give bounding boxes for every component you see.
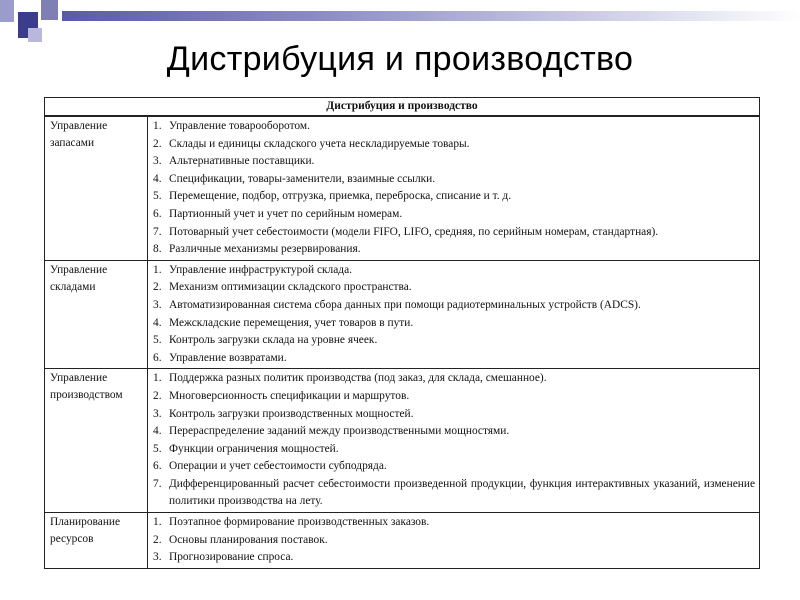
list-item-number: 4. — [153, 425, 162, 438]
header-gradient-band — [62, 11, 800, 21]
table-body — [45, 116, 760, 568]
category-cell: Управление производством — [45, 369, 148, 513]
list-item-text: Альтернативные поставщики. — [169, 155, 315, 168]
list-item-text: Контроль загрузки склада на уровне ячеек. — [169, 334, 378, 347]
list-item — [153, 406, 755, 424]
list-item-number: 2. — [153, 281, 162, 294]
list-item-text: Спецификации, товары-заменители, взаимные ссылки. — [169, 172, 436, 185]
list-item-text: Потоварный учет себестоимости (модели FIFO, LIFO, средняя, по серийным номерам, стандартная). — [169, 225, 659, 238]
list-item — [153, 370, 755, 388]
list-item-number: 7. — [153, 225, 162, 238]
list-item-number: 2. — [153, 389, 162, 402]
list-item — [153, 332, 755, 350]
list-item — [153, 350, 755, 368]
category-cell: Планирование ресурсов — [45, 513, 148, 569]
table-header: Дистрибуция и производство — [45, 98, 760, 117]
list-item-text: Управление инфраструктурой склада. — [169, 263, 352, 276]
list-item — [153, 315, 755, 333]
table-row — [45, 260, 760, 369]
feature-list — [153, 514, 755, 567]
decorative-square — [41, 0, 58, 20]
list-item-number: 4. — [153, 172, 162, 185]
list-item-text: Перемещение, подбор, отгрузка, приемка, переброска, списание и т. д. — [169, 190, 512, 203]
list-item — [153, 297, 755, 315]
list-item-text: Склады и единицы складского учета нескладируемые товары. — [169, 137, 470, 150]
list-item-number: 5. — [153, 334, 162, 347]
list-item-text: Функции ограничения мощностей. — [169, 442, 339, 455]
list-item — [153, 188, 755, 206]
list-item-number: 3. — [153, 155, 162, 168]
table-header-row — [45, 98, 760, 117]
list-item-number: 4. — [153, 316, 162, 329]
table-row — [45, 513, 760, 569]
items-cell — [148, 513, 760, 569]
list-item-text: Механизм оптимизации складского пространства. — [169, 281, 412, 294]
list-item-number: 1. — [153, 120, 162, 132]
slide-title: Дистрибуция и производство — [166, 40, 634, 78]
list-item-text: Автоматизированная система сбора данных при помощи радиотерминальных устройств (ADCS). — [169, 298, 641, 311]
list-item-number: 3. — [153, 298, 162, 311]
list-item — [153, 388, 755, 406]
list-item-number: 1. — [153, 516, 162, 529]
list-item-number: 6. — [153, 460, 162, 473]
list-item-text: Межскладские перемещения, учет товаров в пути. — [169, 316, 414, 329]
list-item-number: 3. — [153, 407, 162, 420]
list-item — [153, 423, 755, 441]
list-item — [153, 532, 755, 550]
list-item-text: Поэтапное формирование производственных заказов. — [169, 516, 430, 529]
table-row — [45, 369, 760, 513]
list-item-number: 3. — [153, 551, 162, 564]
list-item-number: 1. — [153, 263, 162, 276]
feature-list — [153, 262, 755, 368]
table-row — [45, 116, 760, 260]
list-item — [153, 206, 755, 224]
category-cell: Управление запасами — [45, 116, 148, 260]
items-cell — [148, 369, 760, 513]
list-item-text: Основы планирования поставок. — [169, 533, 328, 546]
list-item — [153, 549, 755, 567]
category-cell: Управление складами — [45, 260, 148, 369]
list-item-number: 6. — [153, 207, 162, 220]
list-item — [153, 171, 755, 189]
items-cell — [148, 116, 760, 260]
list-item-text: Управление возвратами. — [169, 351, 287, 364]
list-item-number: 7. — [153, 477, 162, 490]
list-item-text: Контроль загрузки производственных мощностей. — [169, 407, 414, 420]
list-item — [153, 153, 755, 171]
feature-list — [153, 370, 755, 511]
list-item — [153, 241, 755, 259]
list-item-number: 1. — [153, 372, 162, 385]
list-item-text: Управление товарооборотом. — [169, 120, 310, 132]
list-item-text: Операции и учет себестоимости субподряда. — [169, 460, 387, 473]
list-item-text: Дифференцированный расчет себестоимости произведенной продукции, функция интерактивных указаний, изменение политики производства на лету. — [169, 477, 755, 508]
list-item-number: 6. — [153, 351, 162, 364]
list-item-number: 8. — [153, 243, 162, 256]
list-item — [153, 118, 755, 136]
list-item-text: Различные механизмы резервирования. — [169, 243, 361, 256]
list-item — [153, 279, 755, 297]
list-item — [153, 136, 755, 154]
list-item-text: Поддержка разных политик производства (под заказ, для склада, смешанное). — [169, 372, 547, 385]
decorative-square — [0, 0, 14, 22]
list-item-text: Прогнозирование спроса. — [169, 551, 294, 564]
list-item — [153, 458, 755, 476]
list-item — [153, 262, 755, 280]
list-item-number: 2. — [153, 533, 162, 546]
list-item — [153, 224, 755, 242]
list-item-number: 5. — [153, 442, 162, 455]
list-item-text: Партионный учет и учет по серийным номерам. — [169, 207, 403, 220]
items-cell — [148, 260, 760, 369]
list-item-number: 5. — [153, 190, 162, 203]
list-item — [153, 514, 755, 532]
distribution-production-table — [44, 97, 760, 569]
feature-list — [153, 118, 755, 259]
list-item-text: Перераспределение заданий между производственными мощностями. — [169, 425, 510, 438]
list-item-number: 2. — [153, 137, 162, 150]
list-item-text: Многоверсионность спецификации и маршрутов. — [169, 389, 410, 402]
list-item — [153, 476, 755, 511]
list-item — [153, 441, 755, 459]
